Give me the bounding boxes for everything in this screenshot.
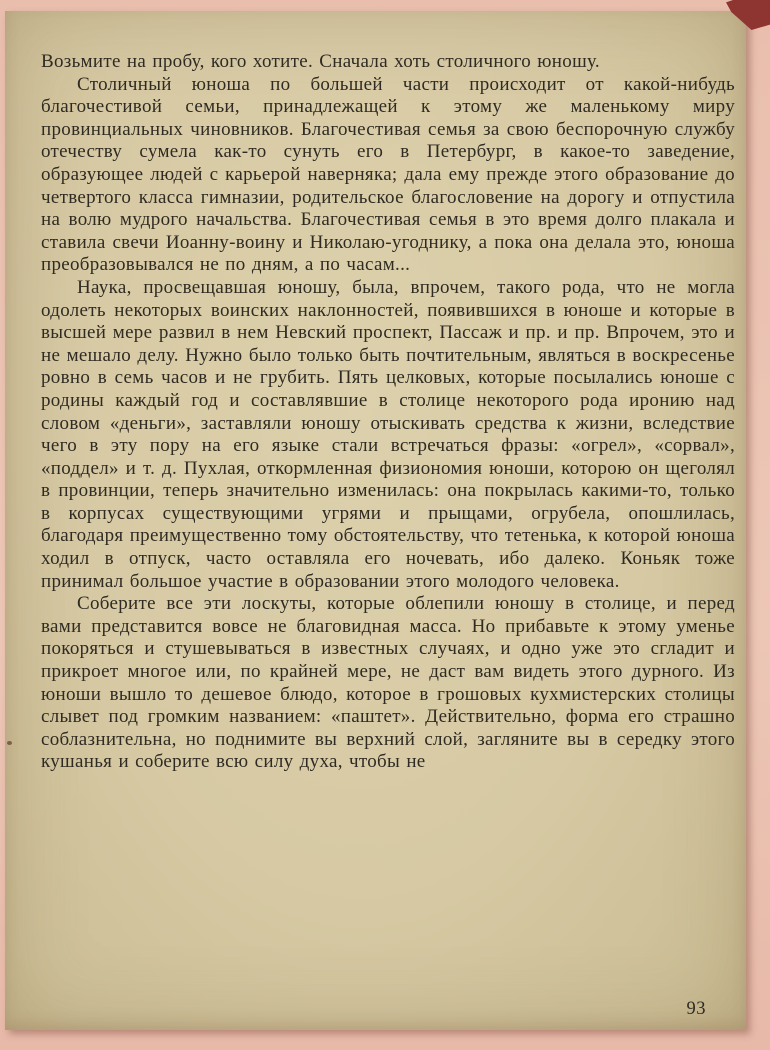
paragraph: Возьмите на пробу, кого хотите. Сначала хоть столичного юношу. [41, 51, 600, 72]
paragraph: Столичный юноша по большей части происходит от какой-нибудь благочестивой семьи, принадлежащей к этому же маленькому миру провинциальных чиновников. Благочестивая семья за свою беспорочную службу отечеству сумела как-то сунуть его в Петербург, в какое-то заведение, образующее людей с карьерой наверняка; дала ему прежде этого образование до четвертого класса гимназии, родительское благословение на дорогу и отпустила на волю мудрого начальства. Благочестивая семья в это время долго плакала и ставила свечи Иоанну-воину и Николаю-угоднику, а пока она делала это, юноша преобразовывался не по дням, а по часам... [41, 73, 735, 276]
page-number: 93 [686, 999, 706, 1019]
paragraph: Соберите все эти лоскуты, которые облепили юношу в столице, и перед вами представится вовсе не благовидная масса. Но прибавьте к этому уменье покоряться и стушевываться в известных случаях, и одно уже это сгладит и прикроет многое или, по крайней мере, не даст вам видеть этого дурного. Из юноши вышло то дешевое блюдо, которое в грошовых кухмистерских столицы слывет под громким названием: «паштет». Действительно, форма его страшно соблазнительна, но поднимите вы верхний слой, загляните вы в середку этого кушанья и соберите всю силу духа, чтобы не [41, 593, 735, 773]
page-text [41, 51, 735, 774]
paragraph: Наука, просвещавшая юношу, была, впрочем, такого рода, что не могла одолеть некоторых воинских наклонностей, появившихся в юноше и которые в высшей мере развил в нем Невский проспект, Пассаж и пр. и пр. Впрочем, это и не мешало делу. Нужно было только быть почтительным, являться в воскресенье ровно в семь часов и не грубить. Пять целковых, которые посылались юноше с родины каждый год и составлявшие в столице некоторого рода иронию над словом «деньги», заставляли юношу отыскивать средства к жизни, вследствие чего в эту пору на его языке стали встречаться фразы: «огрел», «сорвал», «поддел» и т. д. Пухлая, откормленная физиономия юноши, которою он щеголял в провинции, теперь значительно изменилась: она покрылась какими-то, только в корпусах существующими угрями и прыщами, огрубела, опошлилась, благодаря преимущественно тому обстоятельству, что тетенька, к которой юноша ходил в отпуск, часто оставляла его ночевать, ибо далеко. Коньяк тоже принимал большое участие в образовании этого молодого человека. [41, 276, 735, 592]
paper-speck [7, 741, 12, 745]
book-page [5, 11, 746, 1030]
